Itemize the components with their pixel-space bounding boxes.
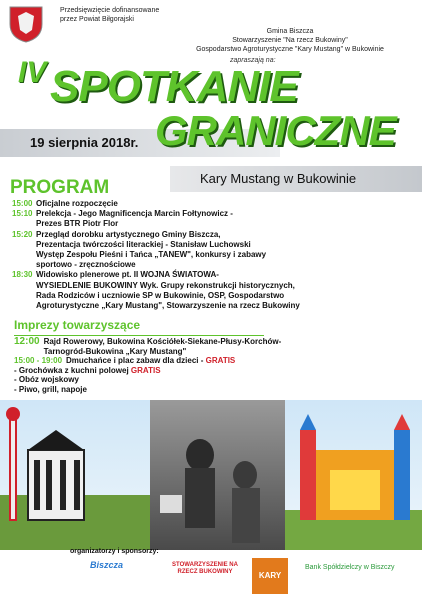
program-item: 15:20 Przegląd dorobku artystycznego Gminy Biszcza, Prezentacja twórczości literackiej - Stanisław Luchowski Występ Zespołu Pieśni i Tańca „TANEW", konkursy i zabawy sportowo - zręcznościowe xyxy=(12,229,267,270)
bank-logo: Bank Spółdzielczy w Biszczy xyxy=(305,564,395,571)
program-item: 18:30 Widowisko plenerowe pt. II WOJNA ŚWIATOWA- WYSIEDLENIE BUKOWINY Wyk. Grupy rekonstrukcji historycznych, Rada Rodziców i uczniowie SP w Bukowinie, OSP, Gospodarstwo Agroturystyczne „Kary Mustang", Stowarzyszenie na rzecz Bukowiny xyxy=(12,270,300,311)
program-heading: PROGRAM xyxy=(10,177,110,198)
coat-of-arms-icon xyxy=(6,4,46,44)
venue-text: Kary Mustang w Bukowinie xyxy=(200,171,357,186)
imprezy-item: 12:00 Rajd Rowerowy, Bukowina Kościółek-Siekane-Płusy-Korchów- Tarnogród-Bukowina „Kary Mustang" xyxy=(14,336,282,356)
organizers-header xyxy=(170,27,410,54)
photo-collage xyxy=(0,400,422,550)
title-line1: SPOTKANIE xyxy=(50,62,298,111)
kary-logo: KARY xyxy=(252,558,288,594)
imprezy-item: - Obóz wojskowy xyxy=(14,375,79,385)
program-list xyxy=(12,199,402,311)
cofunded-text: Przedsięwzięcie dofinansowane przez Powiat Biłgorajski xyxy=(60,7,160,23)
imprezy-item: - Piwo, grill, napoje xyxy=(14,384,87,394)
org-stowarzyszenie: Stowarzyszenie "Na rzecz Bukowiny" xyxy=(232,37,348,44)
event-date: 19 sierpnia 2018r. xyxy=(30,135,139,150)
org-gospodarstwo: Gospodarstwo Agroturystyczne "Kary Mustang" w Bukowinie xyxy=(196,46,384,53)
org-gmina: Gmina Biszcza xyxy=(266,28,314,35)
invite-text: zapraszają na: xyxy=(230,57,276,64)
title-line2: GRANICZNE xyxy=(155,107,396,154)
imprezy-item: 15:00 - 19:00 Dmuchańce i plac zabaw dla dzieci - GRATIS xyxy=(14,356,236,366)
sponsor-logos xyxy=(20,558,420,598)
biszcza-logo: Biszcza xyxy=(90,560,124,570)
imprezy-item: - Grochówka z kuchni polowej GRATIS xyxy=(14,365,161,375)
sponsors-heading: organizatorzy i sponsorzy: xyxy=(70,548,159,555)
imprezy-heading: Imprezy towarzyszące xyxy=(14,318,141,332)
program-item: 15:10 Prelekcja - Jego Magnificencja Marcin Fołtynowicz - Prezes BTR Piotr Flor xyxy=(12,209,233,229)
program-item: 15:00 Oficjalne rozpoczęcie xyxy=(12,199,118,208)
imprezy-divider xyxy=(14,335,264,336)
title-number: IV xyxy=(18,56,47,89)
stowarzyszenie-logo: STOWARZYSZENIE NA RZECZ BUKOWINY xyxy=(172,562,238,575)
imprezy-list xyxy=(14,337,334,395)
